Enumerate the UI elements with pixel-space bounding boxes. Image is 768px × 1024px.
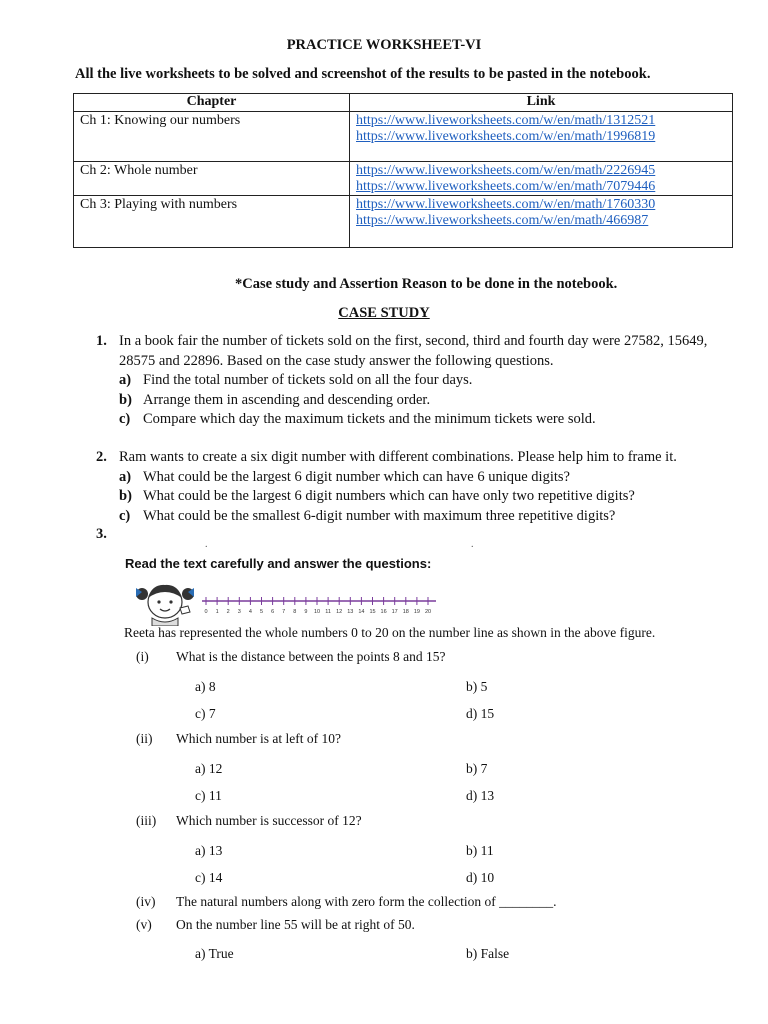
chapter-cell: Ch 2: Whole number xyxy=(74,162,350,196)
scan-question-text: What is the distance between the points 8 and 15? xyxy=(176,649,446,664)
scan-question-label: (v) xyxy=(136,917,152,932)
number-line-ticks xyxy=(202,597,436,615)
scan-question-text: Which number is successor of 12? xyxy=(176,813,362,828)
option-c: c) 14 xyxy=(195,870,223,885)
option-b: b) False xyxy=(466,946,510,961)
question-number: 1. xyxy=(96,333,107,349)
option-b: b) 5 xyxy=(466,679,488,694)
sub-label: a) xyxy=(119,468,132,485)
number-line-label: 13 xyxy=(347,609,354,615)
number-line-intro: Reeta has represented the whole numbers 0 to 20 on the number line as shown in the above figure. xyxy=(124,625,656,640)
worksheet-title: PRACTICE WORKSHEET-VI xyxy=(286,37,482,53)
number-line-label: 2 xyxy=(226,609,230,615)
sub-label: c) xyxy=(119,507,131,524)
worksheet-link[interactable]: https://www.liveworksheets.com/w/en/math/7079446 xyxy=(356,179,656,194)
number-line-label: 14 xyxy=(358,609,365,615)
scan-question-label: (iii) xyxy=(136,813,157,828)
number-line-label: 8 xyxy=(293,609,297,615)
question-2 xyxy=(96,448,726,526)
scan-question-label: (iv) xyxy=(136,894,156,909)
number-line-label: 0 xyxy=(204,609,208,615)
option-d: d) 15 xyxy=(466,706,495,721)
option-a: a) 12 xyxy=(195,761,223,776)
girl-illustration-icon xyxy=(130,578,200,626)
sub-question xyxy=(119,410,726,430)
number-line-label: 15 xyxy=(369,609,376,615)
worksheet-link[interactable]: https://www.liveworksheets.com/w/en/math/2226945 xyxy=(356,163,656,178)
option-c: c) 7 xyxy=(195,706,216,721)
sub-question xyxy=(119,468,726,488)
worksheet-link[interactable]: https://www.liveworksheets.com/w/en/math/1760330 xyxy=(356,197,656,212)
number-line-label: 9 xyxy=(304,609,308,615)
option-a: a) 8 xyxy=(195,679,216,694)
case-study-heading: CASE STUDY xyxy=(338,305,430,321)
chapter-cell: Ch 1: Knowing our numbers xyxy=(74,112,350,162)
notebook-note: *Case study and Assertion Reason to be done in the notebook. xyxy=(235,276,618,292)
number-line-label: 6 xyxy=(271,609,275,615)
sub-question xyxy=(119,507,726,527)
number-line-label: 11 xyxy=(325,609,331,615)
worksheet-link[interactable]: https://www.liveworksheets.com/w/en/math/1312521 xyxy=(356,113,656,128)
number-line-label: 18 xyxy=(402,609,409,615)
question-text: Ram wants to create a six digit number with different combinations. Please help him to frame it. xyxy=(119,449,677,465)
table-row xyxy=(74,196,733,248)
table-header-row xyxy=(74,94,733,112)
link-cell xyxy=(350,112,733,162)
number-line-label: 3 xyxy=(237,609,241,615)
scan-dot: . xyxy=(471,539,474,550)
option-a: a) 13 xyxy=(195,843,223,858)
sub-text: What could be the largest 6 digit numbers which can have only two repetitive digits? xyxy=(143,488,635,504)
worksheet-link[interactable]: https://www.liveworksheets.com/w/en/math/466987 xyxy=(356,213,649,228)
number-line-label: 1 xyxy=(215,609,219,615)
number-line-label: 10 xyxy=(313,609,321,615)
sub-text: Compare which day the maximum tickets and the minimum tickets were sold. xyxy=(143,411,596,427)
question-1 xyxy=(96,332,726,430)
option-d: d) 13 xyxy=(466,788,495,803)
sub-text: What could be the largest 6 digit number which can have 6 unique digits? xyxy=(143,468,570,485)
sub-label: b) xyxy=(119,488,132,504)
links-table xyxy=(73,93,733,248)
number-line-label: 12 xyxy=(336,609,343,615)
table-row xyxy=(74,162,733,196)
sub-question xyxy=(119,371,726,391)
scan-question-label: (ii) xyxy=(136,731,153,746)
sub-question xyxy=(119,487,726,507)
instruction-text: All the live worksheets to be solved and screenshot of the results to be pasted in the notebook. xyxy=(75,66,651,82)
sub-question xyxy=(119,391,726,411)
number-line-label: 4 xyxy=(248,609,252,615)
number-line-label: 16 xyxy=(380,609,387,615)
option-c: c) 11 xyxy=(195,788,222,803)
scan-heading: Read the text carefully and answer the questions: xyxy=(125,556,432,571)
number-line-label: 17 xyxy=(391,609,398,615)
link-cell xyxy=(350,162,733,196)
scan-question-text: On the number line 55 will be at right of 50. xyxy=(176,917,415,932)
sub-text: Find the total number of tickets sold on all the four days. xyxy=(143,372,473,388)
sub-text: Arrange them in ascending and descending order. xyxy=(143,391,431,408)
option-b: b) 7 xyxy=(466,761,488,776)
link-cell xyxy=(350,196,733,248)
question-number: 3. xyxy=(96,526,107,542)
number-line-label: 5 xyxy=(259,609,264,615)
scan-question-label: (i) xyxy=(136,649,149,664)
sub-label: b) xyxy=(119,391,132,408)
scan-question-text: The natural numbers along with zero form the collection of ________. xyxy=(176,894,557,909)
number-line-label: 19 xyxy=(413,609,420,615)
question-text: In a book fair the number of tickets sold on the first, second, third and fourth day were 27582, 15649, 28575 and 22896. Based on the case study answer the following questions. xyxy=(119,333,708,369)
sub-label: a) xyxy=(119,372,132,388)
sub-label: c) xyxy=(119,411,131,427)
option-b: b) 11 xyxy=(466,843,494,858)
option-d: d) 10 xyxy=(466,870,495,885)
scan-dot: . xyxy=(205,539,208,550)
question-number: 2. xyxy=(96,449,107,465)
header-link: Link xyxy=(350,94,733,112)
table-row xyxy=(74,112,733,162)
header-chapter: Chapter xyxy=(74,94,350,112)
worksheet-link[interactable]: https://www.liveworksheets.com/w/en/math/1996819 xyxy=(356,129,656,144)
option-a: a) True xyxy=(195,946,234,961)
number-line-label: 7 xyxy=(282,609,286,615)
number-line xyxy=(200,592,440,616)
sub-text: What could be the smallest 6-digit number with maximum three repetitive digits? xyxy=(143,507,616,524)
number-line-label: 20 xyxy=(424,609,432,615)
chapter-cell: Ch 3: Playing with numbers xyxy=(74,196,350,248)
scan-question-text: Which number is at left of 10? xyxy=(176,731,341,746)
